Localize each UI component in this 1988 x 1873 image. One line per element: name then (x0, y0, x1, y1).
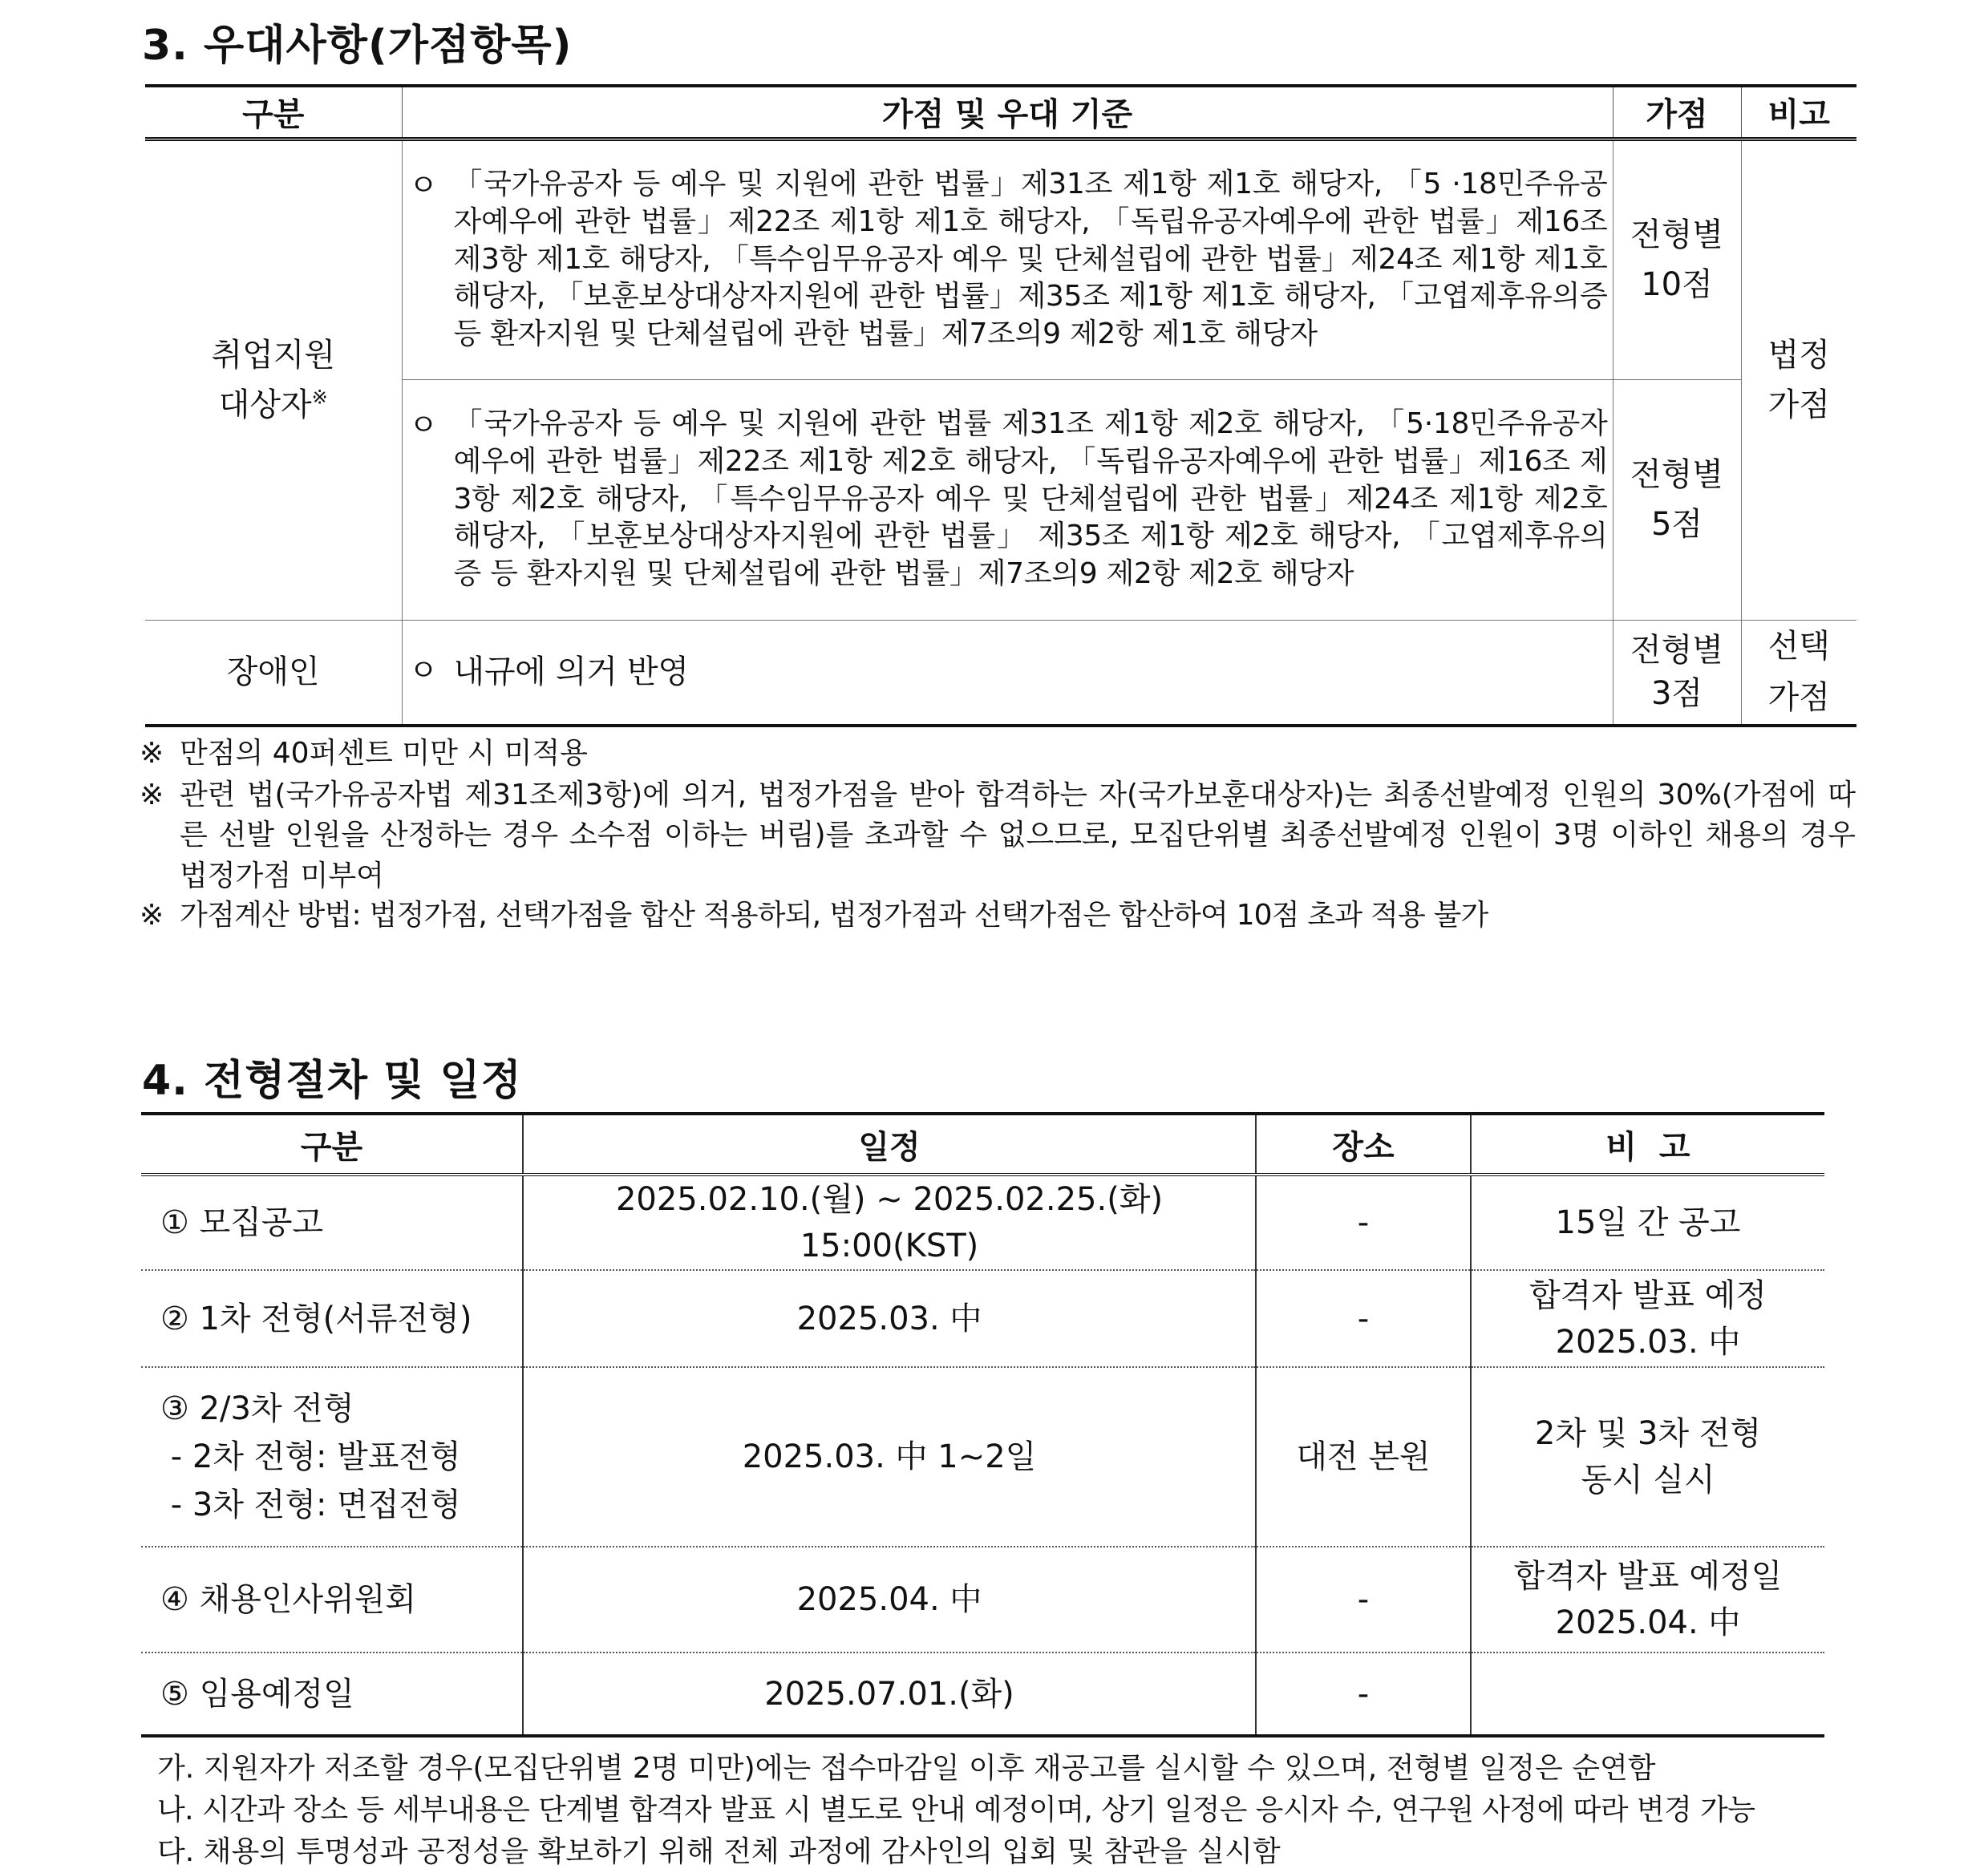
stage-line: - 3차 전형: 면접전형 (160, 1487, 461, 1523)
points-line: 5점 (1650, 506, 1703, 543)
section4-title: 4. 전형절차 및 일정 (142, 1057, 522, 1105)
schedule-cell: 2025.04. 中 (523, 1547, 1256, 1653)
remark-line: 2차 및 3차 전형 (1534, 1415, 1762, 1452)
stage-line: ⑤ 임용예정일 (160, 1675, 354, 1713)
place-cell: - (1256, 1653, 1471, 1736)
table-row (145, 139, 1856, 379)
stage-line: ① 모집공고 (160, 1204, 324, 1241)
disabled-label: 장애인 (145, 620, 402, 726)
stage-line: - 2차 전형: 발표전형 (160, 1438, 461, 1475)
points-cell (1613, 620, 1741, 726)
stage-cell (141, 1175, 523, 1270)
place-cell: - (1256, 1270, 1471, 1367)
section3-title: 3. 우대사항(가점항목) (142, 22, 573, 70)
schedule-header-row (141, 1114, 1824, 1175)
note-mark: ※ (140, 737, 164, 770)
header-schedule: 일정 (523, 1114, 1256, 1175)
remark-cell (1471, 1653, 1824, 1736)
remark-cell (1471, 1367, 1824, 1547)
criteria-text: 내규에 의거 반영 (453, 653, 689, 691)
note-mark: ※ (140, 899, 164, 932)
preference-table (145, 84, 1856, 727)
points-line: 전형별 (1630, 632, 1723, 670)
header-remarks: 비고 (1741, 86, 1856, 139)
remark-line: 2025.04. 中 (1555, 1604, 1741, 1641)
schedule-cell: 2025.03. 中 1~2일 (523, 1367, 1256, 1547)
preference-header-row (145, 86, 1856, 139)
schedule-cell: 2025.02.10.(월) ~ 2025.02.25.(화) 15:00(KST) (523, 1175, 1256, 1270)
criteria-cell (402, 379, 1613, 620)
criteria-text: 「국가유공자 등 예우 및 지원에 관한 법률 제31조 제1항 제2호 해당자, 「5·18민주유공자예우에 관한 법률」제22조 제1항 제2호 해당자, 「독립유공자예우에 관한 법률」제16조 제3항 제2호 해당자, 「특수임무유공자 예우 및 단체설립에 관한 법률」제24조 제1항 제2호 해당자, 「보훈보상대상자지원에 관한 법률」 제35조 제1항 제2호 해당자, 「고엽제후유의증 등 환자지원 및 단체설립에 관한 법률」제7조의9 제2항 제2호 해당자 (453, 407, 1608, 591)
table-row (145, 620, 1856, 726)
points-line: 10점 (1641, 266, 1713, 303)
employment-support-label (145, 139, 402, 620)
footnote-item: 나. 시간과 장소 등 세부내용은 단계별 합격자 발표 시 별도로 안내 예정이며, 상기 일정은 응시자 수, 연구원 사정에 따라 변경 가능 (157, 1794, 1755, 1826)
remark-line: 가점 (1767, 679, 1830, 717)
note-item (140, 896, 1856, 936)
table-row (145, 379, 1856, 620)
points-line: 전형별 (1630, 456, 1723, 493)
footnote-item: 가. 지원자가 저조할 경우(모집단위별 2명 미만)에는 접수마감일 이후 재공고를 실시할 수 있으며, 전형별 일정은 순연함 (157, 1752, 1656, 1785)
remark-line: 가점 (1767, 386, 1830, 423)
remark-cell (1471, 1547, 1824, 1653)
bullet-mark: ㅇ (408, 168, 439, 203)
stage-cell (141, 1547, 523, 1653)
table-row (141, 1653, 1824, 1736)
note-text: 관련 법(국가유공자법 제31조제3항)에 의거, 법정가점을 받아 합격하는 자(국가보훈대상자)는 최종선발예정 인원의 30%(가점에 따른 선발 인원을 산정하는 경우 소수점 이하는 버림)를 초과할 수 없으므로, 모집단위별 최종선발예정 인원이 3명 이하인 채용의 경우 법정가점 미부여 (180, 779, 1856, 892)
bullet-mark: ㅇ (408, 653, 439, 689)
stage-cell (141, 1367, 523, 1547)
place-cell: 대전 본원 (1256, 1367, 1471, 1547)
label-text: 대상자 (218, 386, 312, 423)
schedule-table (141, 1112, 1824, 1737)
remark-line: 2025.03. 中 (1555, 1323, 1741, 1361)
remark-line: 합격자 발표 예정일 (1513, 1558, 1783, 1595)
header-remarks: 비 고 (1471, 1114, 1824, 1175)
note-mark: ※ (140, 779, 164, 811)
note-text: 만점의 40퍼센트 미만 시 미적용 (180, 737, 588, 770)
criteria-text: 「국가유공자 등 예우 및 지원에 관한 법률」제31조 제1항 제1호 해당자, 「5 ·18민주유공자예우에 관한 법률」제22조 제1항 제1호 해당자, 「독립유공자예우에 관한 법률」제16조 제3항 제1호 해당자, 「특수임무유공자 예우 및 단체설립에 관한 법률」제24조 제1항 제1호 해당자, 「보훈보상대상자지원에 관한 법률」제35조 제1항 제1호 해당자, 「고엽제후유의증 등 환자지원 및 단체설립에 관한 법률」제7조의9 제2항 제1호 해당자 (453, 168, 1608, 351)
remark-line: 선택 (1767, 628, 1830, 665)
points-cell (1613, 139, 1741, 379)
place-cell: - (1256, 1175, 1471, 1270)
remark-cell (1471, 1270, 1824, 1367)
criteria-cell (402, 139, 1613, 379)
remark-line: 동시 실시 (1581, 1462, 1715, 1499)
label-line (145, 380, 402, 430)
place-cell: - (1256, 1547, 1471, 1653)
header-category: 구분 (145, 86, 402, 139)
label-line: 취업지원 (211, 337, 336, 374)
stage-cell (141, 1270, 523, 1367)
bullet-mark: ㅇ (408, 407, 439, 443)
footnote-mark: ※ (311, 386, 328, 409)
schedule-cell: 2025.07.01.(화) (523, 1653, 1256, 1736)
points-cell (1613, 379, 1741, 620)
remarks-cell (1741, 620, 1856, 726)
table-row (141, 1547, 1824, 1653)
stage-cell (141, 1653, 523, 1736)
note-item (140, 734, 1856, 774)
note-item (140, 775, 1856, 896)
header-stage: 구분 (141, 1114, 523, 1175)
table-row (141, 1175, 1824, 1270)
header-criteria: 가점 및 우대 기준 (402, 86, 1613, 139)
points-line: 3점 (1650, 675, 1703, 713)
table-row (141, 1367, 1824, 1547)
stage-line: ④ 채용인사위원회 (160, 1581, 417, 1618)
header-points: 가점 (1613, 86, 1741, 139)
table-row (141, 1270, 1824, 1367)
header-place: 장소 (1256, 1114, 1471, 1175)
remark-cell (1471, 1175, 1824, 1270)
footnote-item: 다. 채용의 투명성과 공정성을 확보하기 위해 전체 과정에 감사인의 입회 및 참관을 실시함 (157, 1835, 1281, 1868)
criteria-cell (402, 620, 1613, 726)
note-text: 가점계산 방법: 법정가점, 선택가점을 합산 적용하되, 법정가점과 선택가점은 합산하여 10점 초과 적용 불가 (180, 899, 1488, 932)
points-line: 전형별 (1630, 216, 1723, 253)
remark-line: 15일 간 공고 (1555, 1204, 1741, 1241)
remark-line: 합격자 발표 예정 (1529, 1276, 1767, 1314)
schedule-cell: 2025.03. 中 (523, 1270, 1256, 1367)
remark-line: 법정 (1767, 337, 1830, 374)
stage-line: ② 1차 전형(서류전형) (160, 1300, 472, 1337)
remarks-cell (1741, 139, 1856, 620)
stage-line: ③ 2/3차 전형 (160, 1390, 354, 1427)
